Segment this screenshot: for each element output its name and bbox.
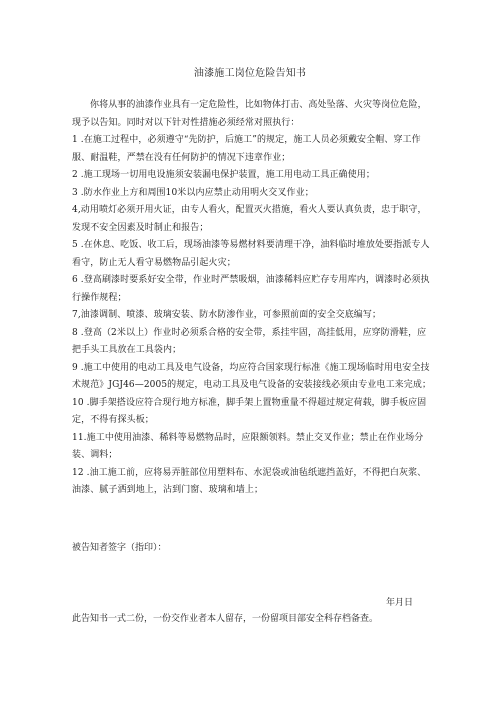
document-title: 油漆施工岗位危险告知书 <box>193 68 307 79</box>
item-6: 6 .登高刷漆时要系好安全带，作业时严禁吸烟，油漆稀料应贮存专用库内，调漆时必须执行操作规程； <box>72 275 430 303</box>
item-4: 4,动用喷灯必须开用火证，由专人看火，配置灭火措施，看火人要认真负责，忠于职守，发现不安全因素及时制止和报告； <box>72 205 427 233</box>
item-10: 10 .脚手架搭设应符合现行地方标准，脚手架上置物重量不得超过规定荷载，脚手板应固定，不得有探头板； <box>72 397 427 425</box>
item-11: 11.施工中使用油漆、稀料等易燃物品时，应限额领料。禁止交叉作业；禁止在作业场分装、调料； <box>72 432 424 460</box>
item-1: 1 .在施工过程中，必须遵守“先防护，后施工”的规定，施工人员必须戴安全帽、穿工作服、耐温鞋，严禁在没有任何防护的情况下违章作业； <box>72 135 421 163</box>
intro-paragraph: 你将从事的油漆作业具有一定危险性，比如物体打击、高处坠落、火灾等岗位危险，现予以告知。同时对以下针对性措施必须经常对照执行： <box>72 100 427 128</box>
item-7: 7,油漆调制、喷漆、玻璃安装、防水防渗作业，可参照前面的安全交底编写； <box>72 310 382 320</box>
item-9: 9 .施工中使用的电动工具及电气设备，均应符合国家现行标准《施工现场临时用电安全技术规范》JGJ46—2005的规定，电动工具及电气设备的安装接线必须由专业电工来完成； <box>72 362 432 390</box>
document-body <box>72 97 432 500</box>
item-2: 2 .施工现场一切用电设施须安装漏电保护装置，施工用电动工具正确使用； <box>72 170 375 180</box>
item-3: 3 .防水作业上方和周围10米以内应禁止动用明火交叉作业； <box>72 187 314 198</box>
item-8: 8 .登高（2米以上）作业时必须系合格的安全带，系挂牢固，高挂低用，应穿防滑鞋，应把手头工具放在工具袋内； <box>72 327 427 355</box>
item-5: 5 .在休息、吃饭、收工后，现场油漆等易燃材料要清理干净，油料临时堆放处要指派专人看守，防止无人看守易燃物品引起火灾； <box>72 240 430 268</box>
item-12: 12 .油工施工前，应将易弄脏部位用塑料布、水泥袋或油毡纸遮挡盖好，不得把白灰浆、油漆、腻子洒到地上，沾到门窗、玻璃和墙上； <box>72 467 427 495</box>
footer-note: 此告知书一式二份，一份交作业者本人留存，一份留项目部安全科存档备查。 <box>72 614 379 624</box>
signature-label: 被告知者签字（指印）： <box>72 543 167 553</box>
date-label: 年月日 <box>386 598 414 608</box>
